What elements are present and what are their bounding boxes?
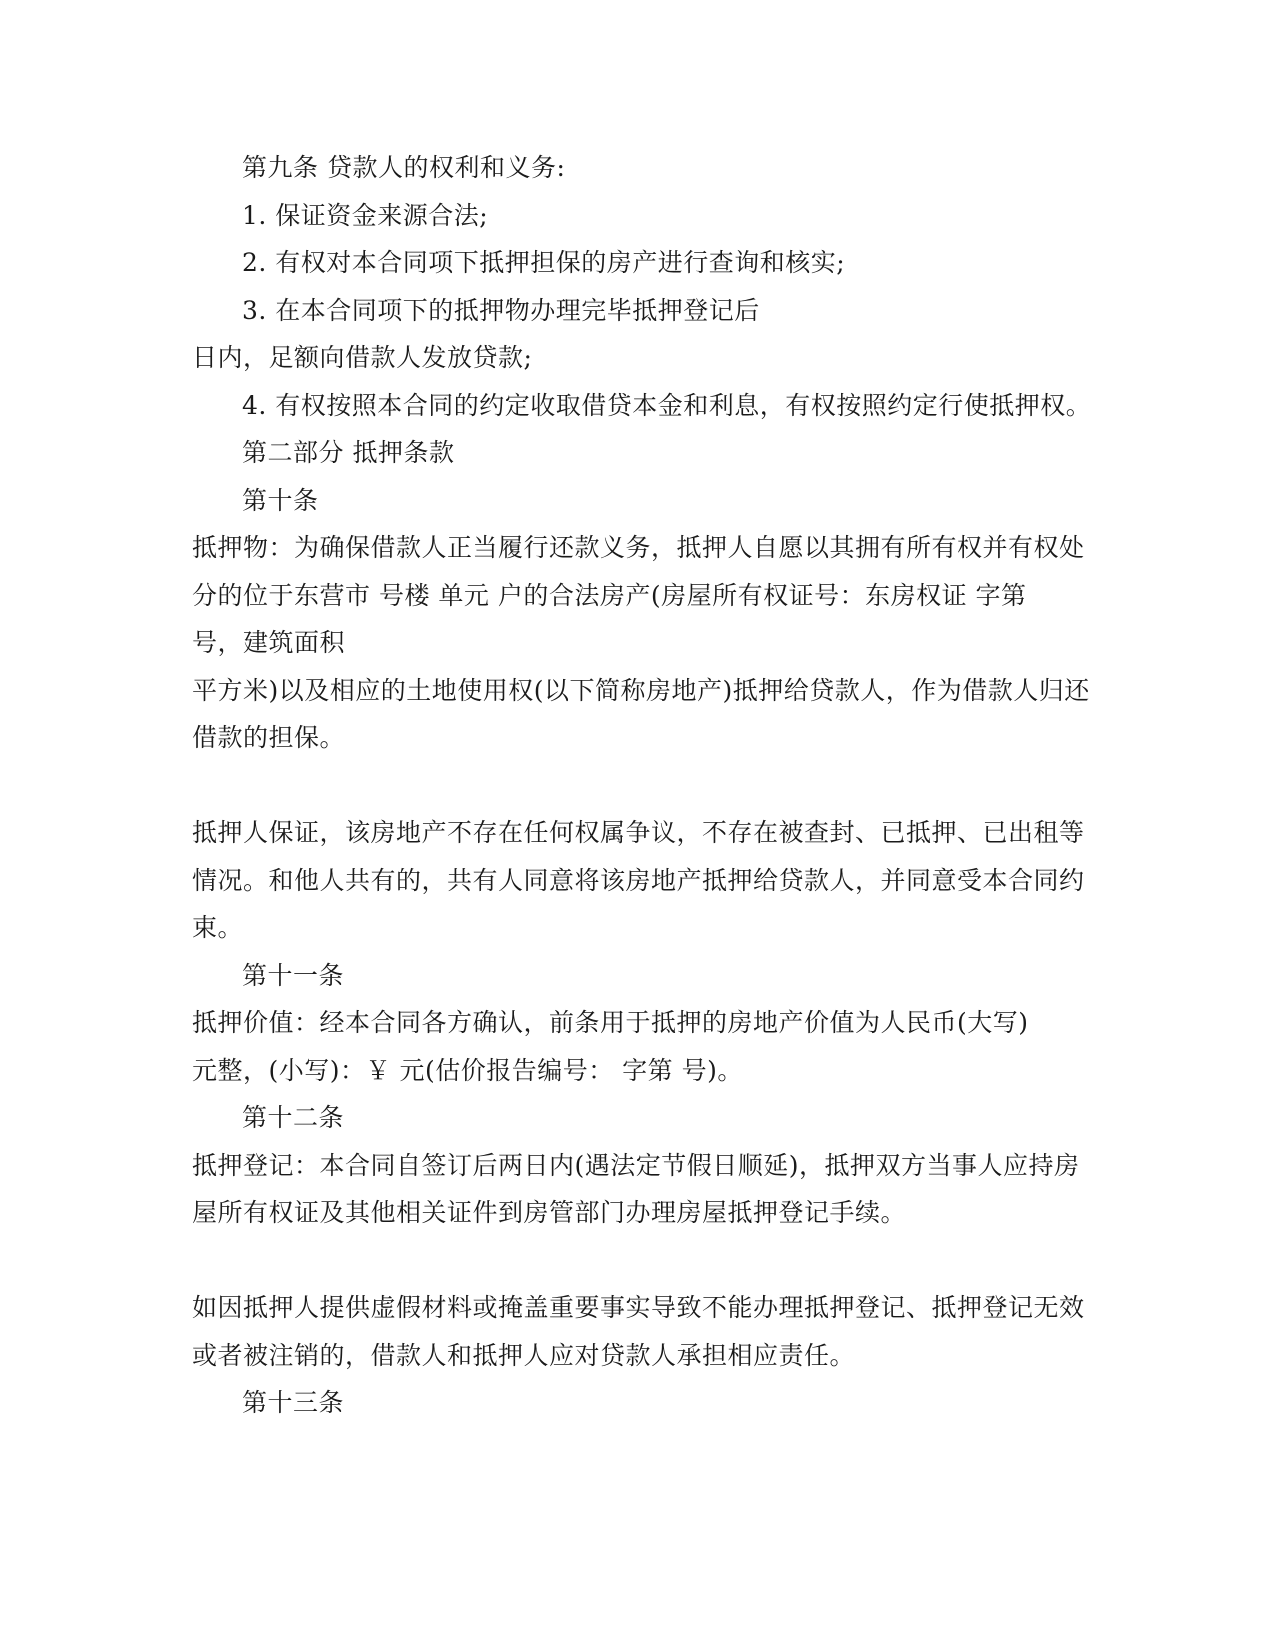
- article-12-text-line: 屋所有权证及其他相关证件到房管部门办理房屋抵押登记手续。: [192, 1198, 907, 1227]
- article-10-heading: 第十条: [242, 486, 319, 515]
- guarantee-paragraph-line: 情况。和他人共有的，共有人同意将该房地产抵押给贷款人，并同意受本合同约: [192, 866, 1085, 895]
- article-9-item-4: 4. 有权按照本合同的约定收取借贷本金和利息，有权按照约定行使抵押权。: [242, 391, 1092, 420]
- article-9-item-1: 1. 保证资金来源合法;: [242, 201, 489, 230]
- article-13-heading: 第十三条: [242, 1388, 345, 1417]
- article-10-text-line: 抵押物：为确保借款人正当履行还款义务，抵押人自愿以其拥有所有权并有权处: [192, 533, 1085, 562]
- article-12-text-line: 抵押登记：本合同自签订后两日内(遇法定节假日顺延)，抵押双方当事人应持房: [192, 1151, 1080, 1180]
- article-10-text-line: 借款的担保。: [192, 723, 346, 752]
- article-9-item-2: 2. 有权对本合同项下抵押担保的房产进行查询和核实;: [242, 248, 846, 277]
- article-11-heading: 第十一条: [242, 961, 345, 990]
- article-12-heading: 第十二条: [242, 1103, 345, 1132]
- article-11-text-line: 元整，(小写)：￥ 元(估价报告编号： 字第 号)。: [192, 1056, 743, 1085]
- liability-paragraph-line: 或者被注销的，借款人和抵押人应对贷款人承担相应责任。: [192, 1341, 856, 1370]
- article-10-text-line: 分的位于东营市 号楼 单元 户的合法房产(房屋所有权证号：东房权证 字第: [192, 581, 1027, 610]
- article-10-text-line: 平方米)以及相应的土地使用权(以下简称房地产)抵押给贷款人，作为借款人归还: [192, 676, 1090, 705]
- article-9-item-3-cont: 日内，足额向借款人发放贷款;: [192, 343, 533, 372]
- guarantee-paragraph-line: 抵押人保证，该房地产不存在任何权属争议，不存在被查封、已抵押、已出租等: [192, 818, 1085, 847]
- article-9-heading: 第九条 贷款人的权利和义务:: [242, 153, 566, 182]
- article-10-text-line: 号，建筑面积: [192, 628, 346, 657]
- article-11-text-line: 抵押价值：经本合同各方确认，前条用于抵押的房地产价值为人民币(大写): [192, 1008, 1029, 1037]
- liability-paragraph-line: 如因抵押人提供虚假材料或掩盖重要事实导致不能办理抵押登记、抵押登记无效: [192, 1293, 1085, 1322]
- article-9-item-3: 3. 在本合同项下的抵押物办理完毕抵押登记后: [242, 296, 760, 325]
- part-2-heading: 第二部分 抵押条款: [242, 438, 455, 467]
- guarantee-paragraph-line: 束。: [192, 913, 244, 942]
